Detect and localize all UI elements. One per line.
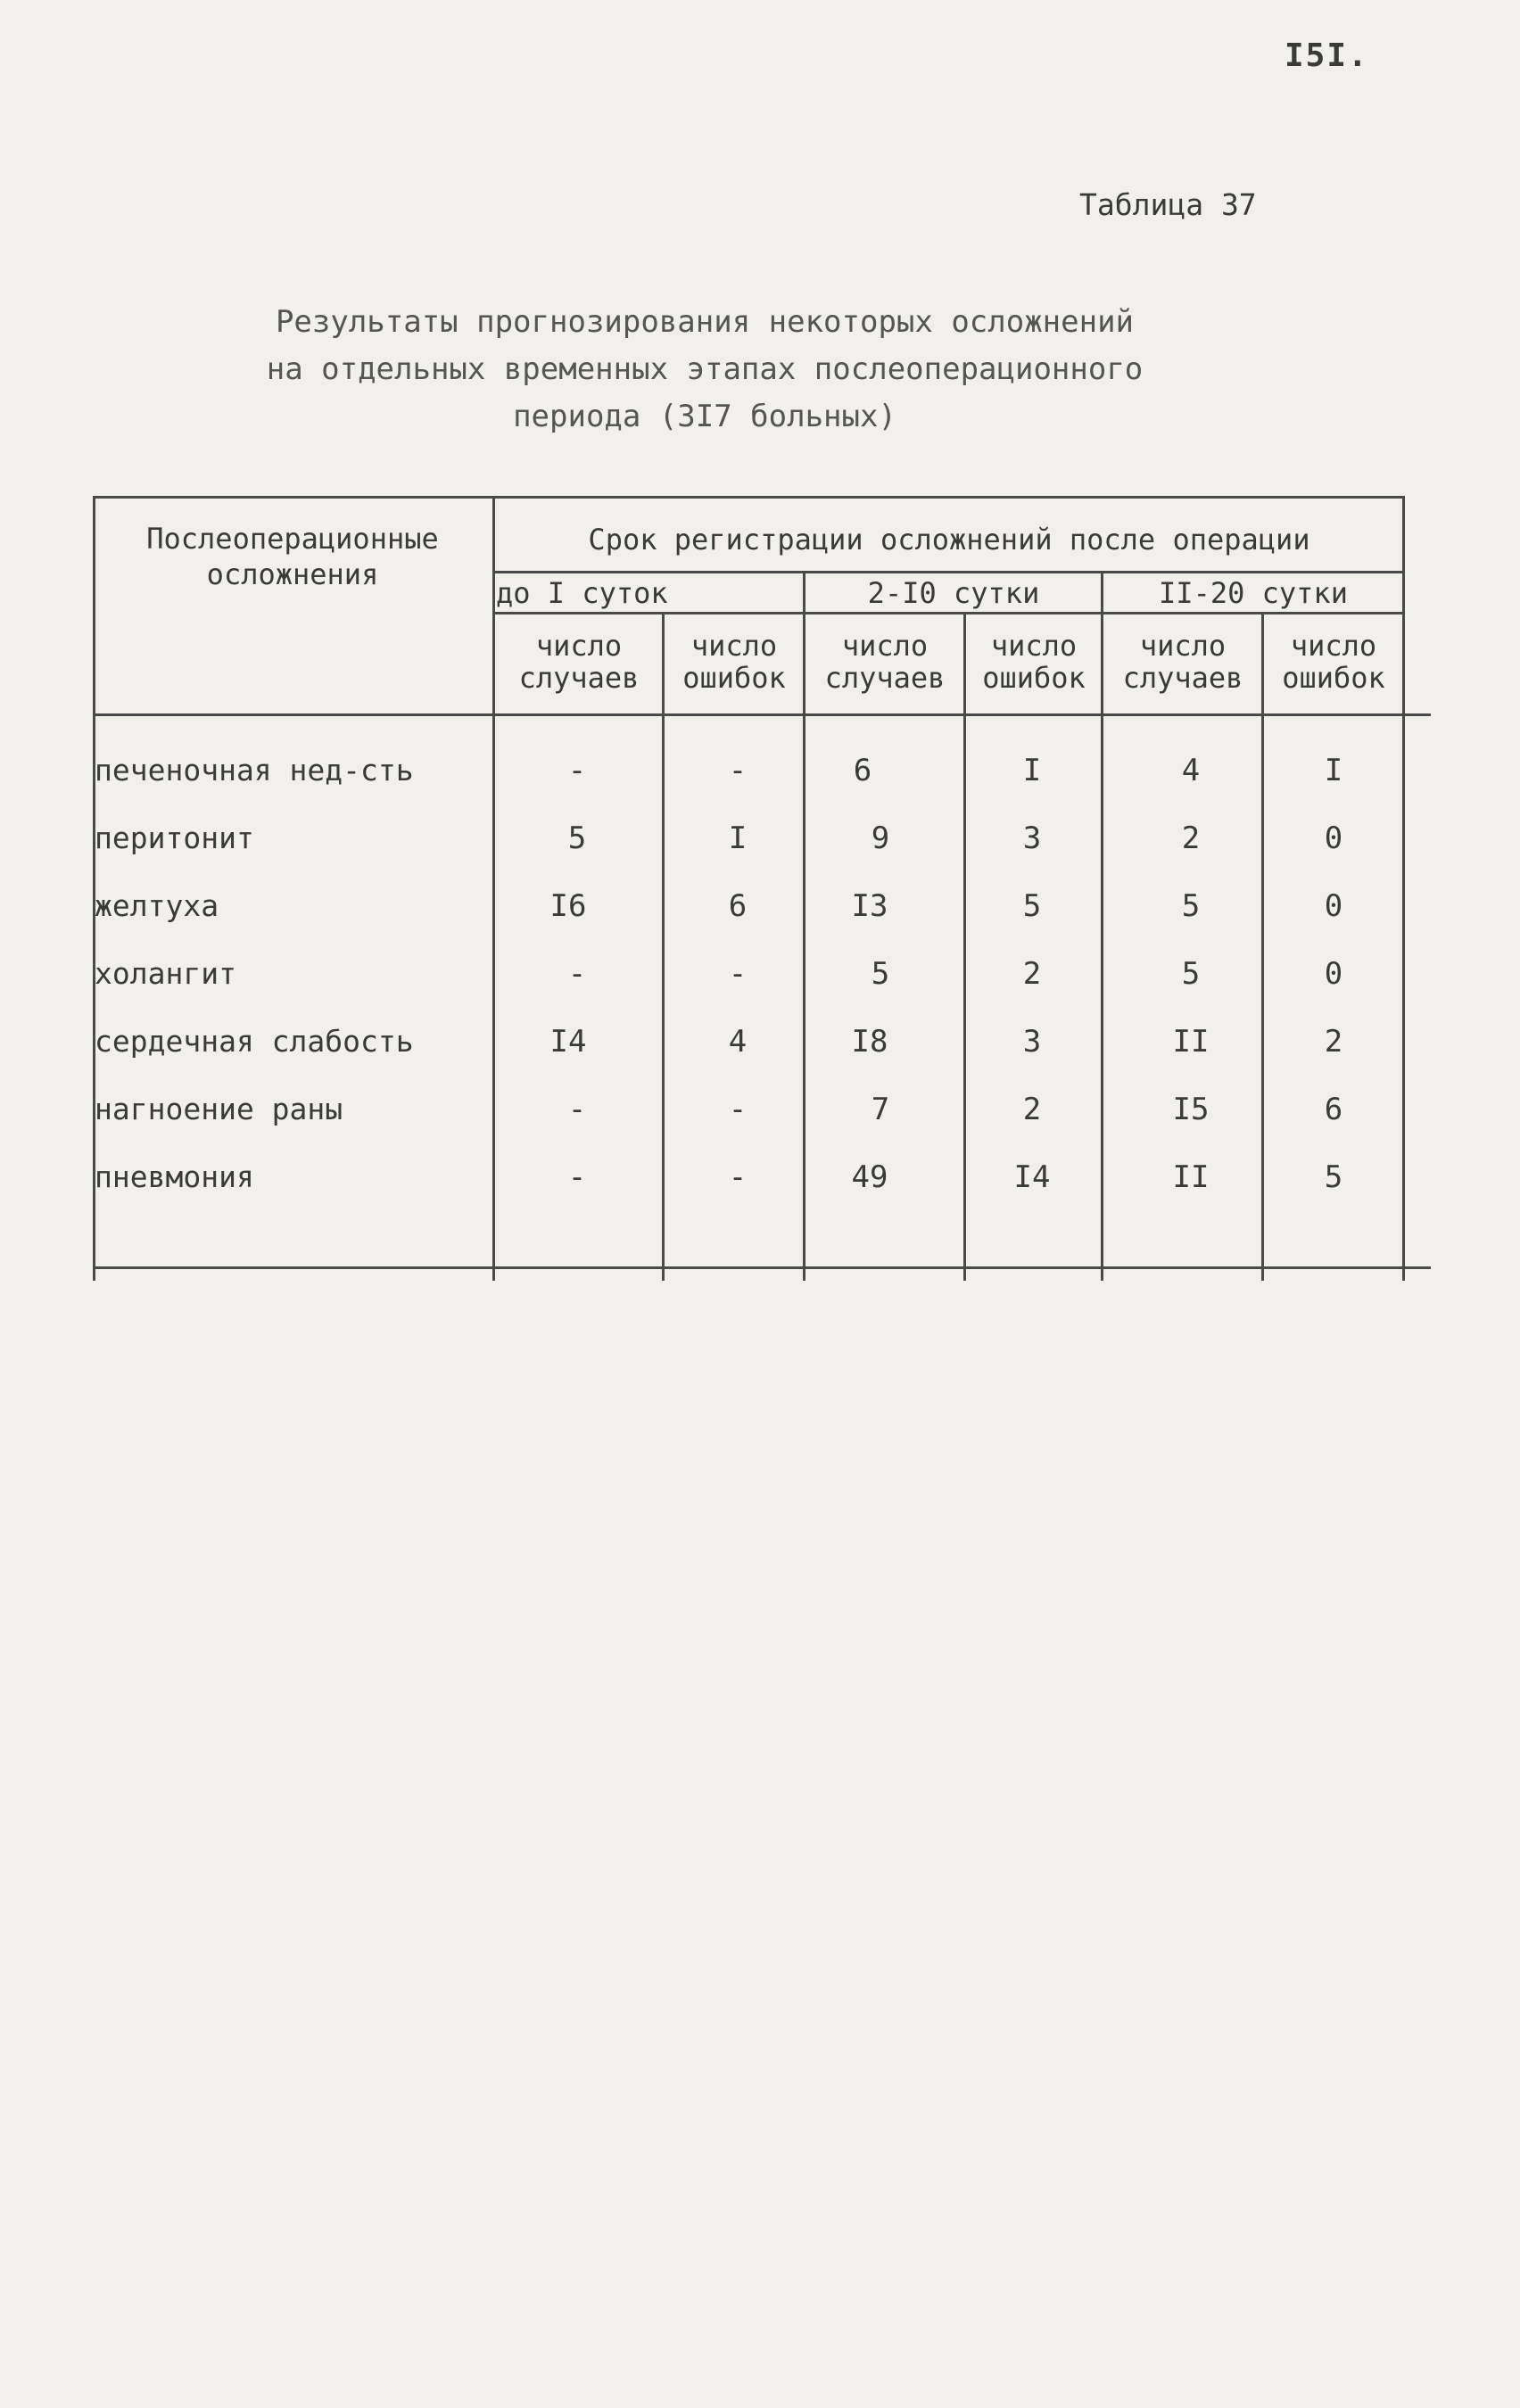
row-label: холангит bbox=[95, 956, 236, 991]
cell: 6 bbox=[1324, 1092, 1343, 1127]
subcol-5: число случаев bbox=[1122, 629, 1243, 695]
cell: 0 bbox=[1324, 956, 1343, 992]
rule-bottom bbox=[93, 1266, 1431, 1269]
cell: I4 bbox=[549, 1024, 587, 1060]
cell: 4 bbox=[1181, 753, 1201, 788]
cell: - bbox=[728, 1092, 748, 1127]
cell: 4 bbox=[728, 1024, 748, 1060]
row-label: перитонит bbox=[95, 821, 254, 855]
period-1: до I суток bbox=[496, 576, 668, 610]
rule-col5 bbox=[1101, 571, 1103, 1281]
subcol-4: число ошибок bbox=[982, 629, 1086, 695]
cell: II bbox=[1172, 1159, 1210, 1195]
table-caption: Результаты прогнозирования некоторых осложнений на отдельных временных этапах послеоперационного периода (3I7 больных) bbox=[266, 304, 1144, 434]
rule-col3 bbox=[803, 571, 805, 1281]
page-number: I5I. bbox=[1285, 37, 1369, 74]
cell: 49 bbox=[851, 1159, 888, 1195]
rule-period bbox=[492, 612, 1404, 614]
cell: I6 bbox=[549, 888, 587, 924]
cell: 6 bbox=[853, 753, 872, 788]
row-label: желтуха bbox=[95, 888, 219, 923]
rule-group bbox=[492, 571, 1404, 573]
rule-col1 bbox=[492, 496, 495, 1281]
row-label: печеночная нед-сть bbox=[95, 753, 414, 788]
cell: 7 bbox=[871, 1092, 890, 1127]
period-3: II-20 сутки bbox=[1159, 576, 1348, 610]
cell: 3 bbox=[1022, 1024, 1042, 1060]
period-2: 2-I0 сутки bbox=[867, 576, 1040, 610]
rule-right bbox=[1402, 496, 1405, 1281]
rule-top bbox=[93, 496, 1404, 499]
cell: 0 bbox=[1324, 821, 1343, 856]
cell: 3 bbox=[1022, 821, 1042, 856]
cell: 6 bbox=[728, 888, 748, 924]
cell: I bbox=[1022, 753, 1042, 788]
cell: II bbox=[1172, 1024, 1210, 1060]
subcol-1: число случаев bbox=[518, 629, 640, 695]
rule-header-bottom bbox=[93, 713, 1431, 716]
col-head-complications: Послеоперационные осложнения bbox=[146, 522, 439, 591]
cell: I4 bbox=[1013, 1159, 1051, 1195]
cell: 5 bbox=[1022, 888, 1042, 924]
cell: 5 bbox=[567, 821, 587, 856]
cell: - bbox=[728, 956, 748, 992]
table-label: Таблица 37 bbox=[1079, 187, 1257, 222]
cell: - bbox=[567, 1159, 587, 1195]
subcol-3: число случаев bbox=[824, 629, 946, 695]
cell: 2 bbox=[1324, 1024, 1343, 1060]
cell: 9 bbox=[871, 821, 890, 856]
cell: 2 bbox=[1022, 956, 1042, 992]
cell: I8 bbox=[851, 1024, 888, 1060]
rule-col4 bbox=[963, 612, 966, 1281]
cell: - bbox=[567, 1092, 587, 1127]
cell: I5 bbox=[1172, 1092, 1210, 1127]
cell: 5 bbox=[1181, 888, 1201, 924]
cell: 2 bbox=[1022, 1092, 1042, 1127]
cell: - bbox=[567, 956, 587, 992]
cell: 0 bbox=[1324, 888, 1343, 924]
cell: 5 bbox=[1324, 1159, 1343, 1195]
row-label: нагноение раны bbox=[95, 1092, 343, 1126]
cell: I bbox=[1324, 753, 1343, 788]
group-head: Срок регистрации осложнений после операции bbox=[588, 523, 1310, 557]
cell: 5 bbox=[1181, 956, 1201, 992]
row-label: пневмония bbox=[95, 1159, 254, 1194]
row-label: сердечная слабость bbox=[95, 1024, 414, 1059]
rule-col2 bbox=[662, 612, 665, 1281]
cell: 5 bbox=[871, 956, 890, 992]
rule-col6 bbox=[1261, 612, 1264, 1281]
cell: - bbox=[567, 753, 587, 788]
cell: - bbox=[728, 1159, 748, 1195]
cell: I bbox=[728, 821, 748, 856]
subcol-6: число ошибок bbox=[1282, 629, 1385, 695]
subcol-2: число ошибок bbox=[682, 629, 786, 695]
cell: 2 bbox=[1181, 821, 1201, 856]
cell: - bbox=[728, 753, 748, 788]
cell: I3 bbox=[851, 888, 888, 924]
